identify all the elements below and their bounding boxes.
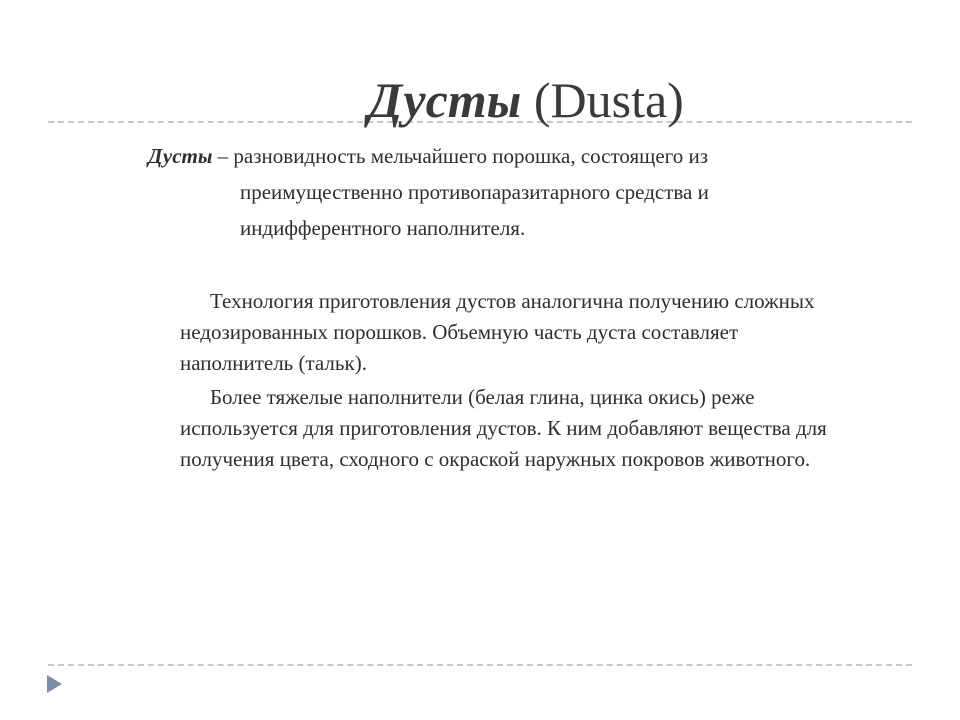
definition-term: Дусты [148,144,213,168]
title-main: Дусты [368,72,522,128]
paragraph-line: недозированных порошков. Объемную часть дуста составляет [180,320,739,344]
bottom-divider [48,664,912,666]
paragraph-line: получения цвета, сходного с окраской наружных покровов животного. [180,447,811,471]
paragraph-technology [180,286,920,379]
definition-text: – разновидность мельчайшего порошка, состоящего из [212,144,709,168]
definition-line: преимущественно противопаразитарного средства и [240,180,709,204]
title-latin: (Dusta) [533,72,684,128]
paragraph-line: Технология приготовления дустов аналогична получению сложных [210,289,815,313]
paragraph-line: Более тяжелые наполнители (белая глина, цинка окись) реже [210,385,755,409]
paragraph-line: используется для приготовления дустов. К ним добавляют вещества для [180,416,827,440]
definition-block [148,138,848,246]
paragraph-line: наполнитель (тальк). [180,351,367,375]
definition-line [148,138,848,174]
triangle-right-icon [45,674,63,694]
definition-line: индифферентного наполнителя. [240,216,526,240]
paragraph-fillers [180,382,920,475]
slide-title [368,70,684,130]
